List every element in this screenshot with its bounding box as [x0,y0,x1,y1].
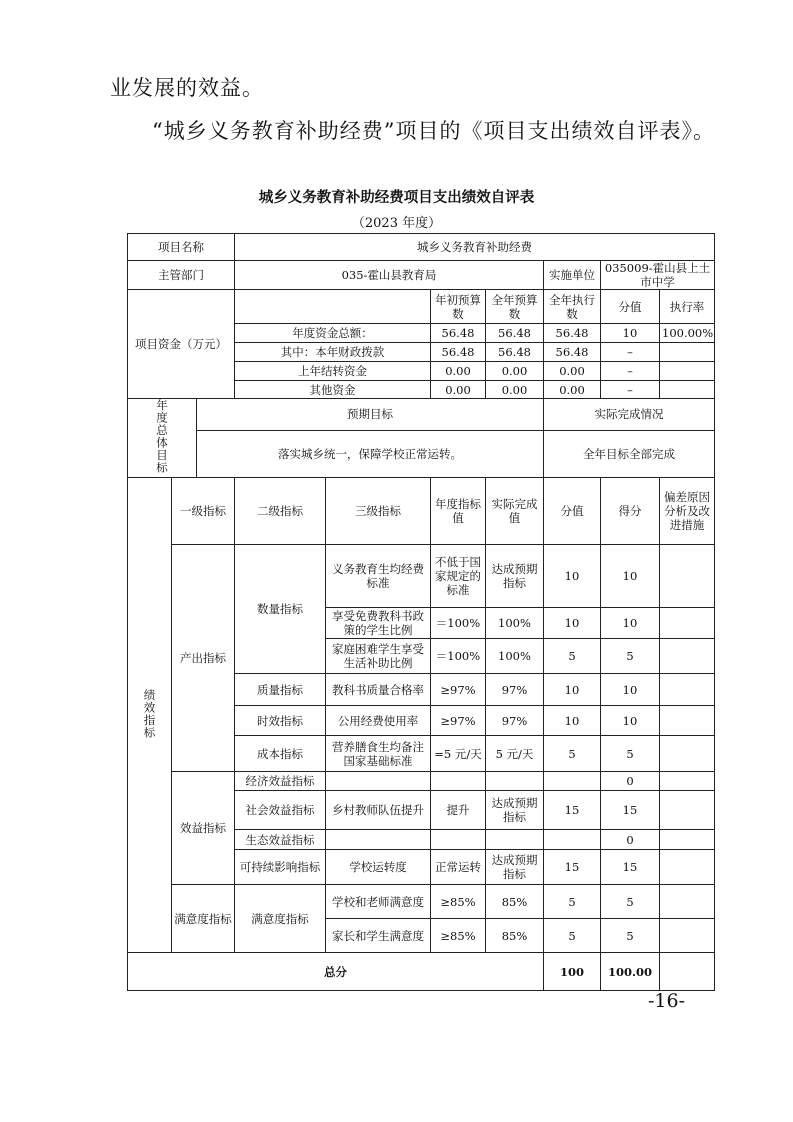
table-title: 城乡义务教育补助经费项目支出绩效自评表 [258,190,535,206]
self-evaluation-table [127,233,715,991]
level1-output: 产出指标 [172,545,235,772]
level3: 学校运转度 [326,850,431,885]
level3: 义务教育生均经费标准 [326,545,431,608]
perf-header: 偏差原因分析及改进措施 [660,478,715,545]
funds-v2: 0.00 [486,362,544,381]
target-value: 不低于国家规定的标准 [431,545,486,608]
unit-label: 实施单位 [544,261,601,290]
actual-value: 达成预期指标 [486,791,544,830]
target-value: ＝100% [431,608,486,639]
row-project-name [128,234,715,261]
score: 15 [544,791,601,830]
got: 5 [601,736,660,772]
deviation [660,885,715,919]
funds-header-row [128,290,715,324]
total-score: 100 [544,953,601,991]
page-number: -16- [648,990,686,1012]
score [544,830,601,850]
level2-cost: 成本指标 [235,736,326,772]
funds-header: 全年预算数 [486,290,544,324]
score [544,772,601,791]
funds-rate [660,343,715,362]
dept-value: 035-霍山县教育局 [235,261,544,290]
target-value: 提升 [431,791,486,830]
perf-label-cell [128,478,172,953]
deviation [660,706,715,736]
level3: 营养膳食生均备注国家基础标准 [326,736,431,772]
goal-label-cell [128,399,197,478]
got: 15 [601,791,660,830]
got: 15 [601,850,660,885]
row-department [128,261,715,290]
target-value: ≥97% [431,674,486,706]
funds-v1: 0.00 [431,381,486,399]
level2-quality: 质量指标 [235,674,326,706]
perf-header: 分值 [544,478,601,545]
target-value: ≥85% [431,885,486,919]
score: 5 [544,919,601,953]
total-got: 100.00 [601,953,660,991]
got: 5 [601,919,660,953]
level2-satisfaction: 满意度指标 [235,885,326,953]
level3: 教科书质量合格率 [326,674,431,706]
funds-score: 10 [601,324,660,343]
funds-header: 执行率 [660,290,715,324]
funds-score: – [601,362,660,381]
dept-label: 主管部门 [128,261,235,290]
actual-value: 85% [486,885,544,919]
funds-v3: 56.48 [544,324,601,343]
funds-row-name: 上年结转资金 [235,362,431,381]
target-value: 正常运转 [431,850,486,885]
got: 5 [601,639,660,674]
total-label: 总分 [128,953,544,991]
level2-social: 社会效益指标 [235,791,326,830]
deviation [660,736,715,772]
level3: 学校和老师满意度 [326,885,431,919]
level3: 享受免费教科书政策的学生比例 [326,608,431,639]
goal-header-row [128,399,715,431]
funds-score: – [601,343,660,362]
perf-header: 年度指标值 [431,478,486,545]
deviation [660,772,715,791]
funds-v1: 0.00 [431,362,486,381]
project-name-label: 项目名称 [128,234,235,261]
actual-value: 97% [486,674,544,706]
funds-v1: 56.48 [431,324,486,343]
funds-header: 全年执行数 [544,290,601,324]
funds-row-name: 年度资金总额： [235,324,431,343]
level2-eco: 生态效益指标 [235,830,326,850]
level1-benefit: 效益指标 [172,772,235,885]
deviation [660,608,715,639]
perf-header: 三级指标 [326,478,431,545]
funds-header-blank [235,290,431,324]
target-value: =5 元/天 [431,736,486,772]
goal-expected-header: 预期目标 [197,399,544,431]
funds-v2: 56.48 [486,343,544,362]
got: 10 [601,706,660,736]
table-year: （2023 年度） [351,216,442,231]
perf-row [128,545,715,608]
funds-header: 年初预算数 [431,290,486,324]
got: 10 [601,608,660,639]
perf-row [128,772,715,791]
level1-satisfaction: 满意度指标 [172,885,235,953]
score: 5 [544,885,601,919]
perf-header: 得分 [601,478,660,545]
deviation [660,545,715,608]
score: 10 [544,706,601,736]
target-value: ＝100% [431,639,486,674]
deviation [660,850,715,885]
score: 10 [544,608,601,639]
funds-v2: 56.48 [486,324,544,343]
goal-label: 年度总体目标 [155,399,169,474]
level3: 家长和学生满意度 [326,919,431,953]
got: 0 [601,772,660,791]
level3: 家庭困难学生享受生活补助比例 [326,639,431,674]
intro-line-1: 业发展的效益。 [110,76,264,100]
funds-rate [660,362,715,381]
goal-actual: 全年目标全部完成 [544,430,715,477]
target-value [431,830,486,850]
funds-score: – [601,381,660,399]
actual-value: 达成预期指标 [486,850,544,885]
goal-actual-header: 实际完成情况 [544,399,715,431]
actual-value: 97% [486,706,544,736]
goal-expected: 落实城乡统一，保障学校正常运转。 [197,430,544,477]
funds-v1: 56.48 [431,343,486,362]
funds-v2: 0.00 [486,381,544,399]
level2-economic: 经济效益指标 [235,772,326,791]
level2-quantity: 数量指标 [235,545,326,674]
deviation [660,919,715,953]
got: 10 [601,545,660,608]
level3 [326,772,431,791]
score: 15 [544,850,601,885]
deviation [660,791,715,830]
actual-value: 达成预期指标 [486,545,544,608]
deviation [660,639,715,674]
level3: 乡村教师队伍提升 [326,791,431,830]
total-row [128,953,715,991]
perf-label: 绩效指标 [142,688,157,739]
got: 5 [601,885,660,919]
funds-v3: 56.48 [544,343,601,362]
level3 [326,830,431,850]
level3: 公用经费使用率 [326,706,431,736]
score: 10 [544,674,601,706]
total-deviation [660,953,715,991]
intro-line-2: “城乡义务教育补助经费”项目的《项目支出绩效自评表》。 [152,119,715,143]
got: 10 [601,674,660,706]
funds-rate [660,381,715,399]
got: 0 [601,830,660,850]
target-value: ≥85% [431,919,486,953]
funds-rate: 100.00% [660,324,715,343]
project-name-value: 城乡义务教育补助经费 [235,234,715,261]
perf-header-row [128,478,715,545]
goal-content-row [128,430,715,477]
deviation [660,830,715,850]
unit-value: 035009-霍山县上土市中学 [601,261,715,290]
actual-value [486,830,544,850]
perf-row [128,885,715,919]
perf-header: 一级指标 [172,478,235,545]
funds-row-name: 其他资金 [235,381,431,399]
actual-value: 100% [486,608,544,639]
actual-value: 100% [486,639,544,674]
score: 5 [544,639,601,674]
perf-header: 二级指标 [235,478,326,545]
target-value: ≥97% [431,706,486,736]
score: 5 [544,736,601,772]
level2-timeliness: 时效指标 [235,706,326,736]
perf-header: 实际完成值 [486,478,544,545]
actual-value: 85% [486,919,544,953]
score: 10 [544,545,601,608]
actual-value [486,772,544,791]
funds-v3: 0.00 [544,362,601,381]
actual-value: 5 元/天 [486,736,544,772]
target-value [431,772,486,791]
funds-label: 项目资金（万元） [128,290,235,399]
funds-row-name: 其中：本年财政拨款 [235,343,431,362]
level2-sustain: 可持续影响指标 [235,850,326,885]
funds-header: 分值 [601,290,660,324]
funds-v3: 0.00 [544,381,601,399]
deviation [660,674,715,706]
